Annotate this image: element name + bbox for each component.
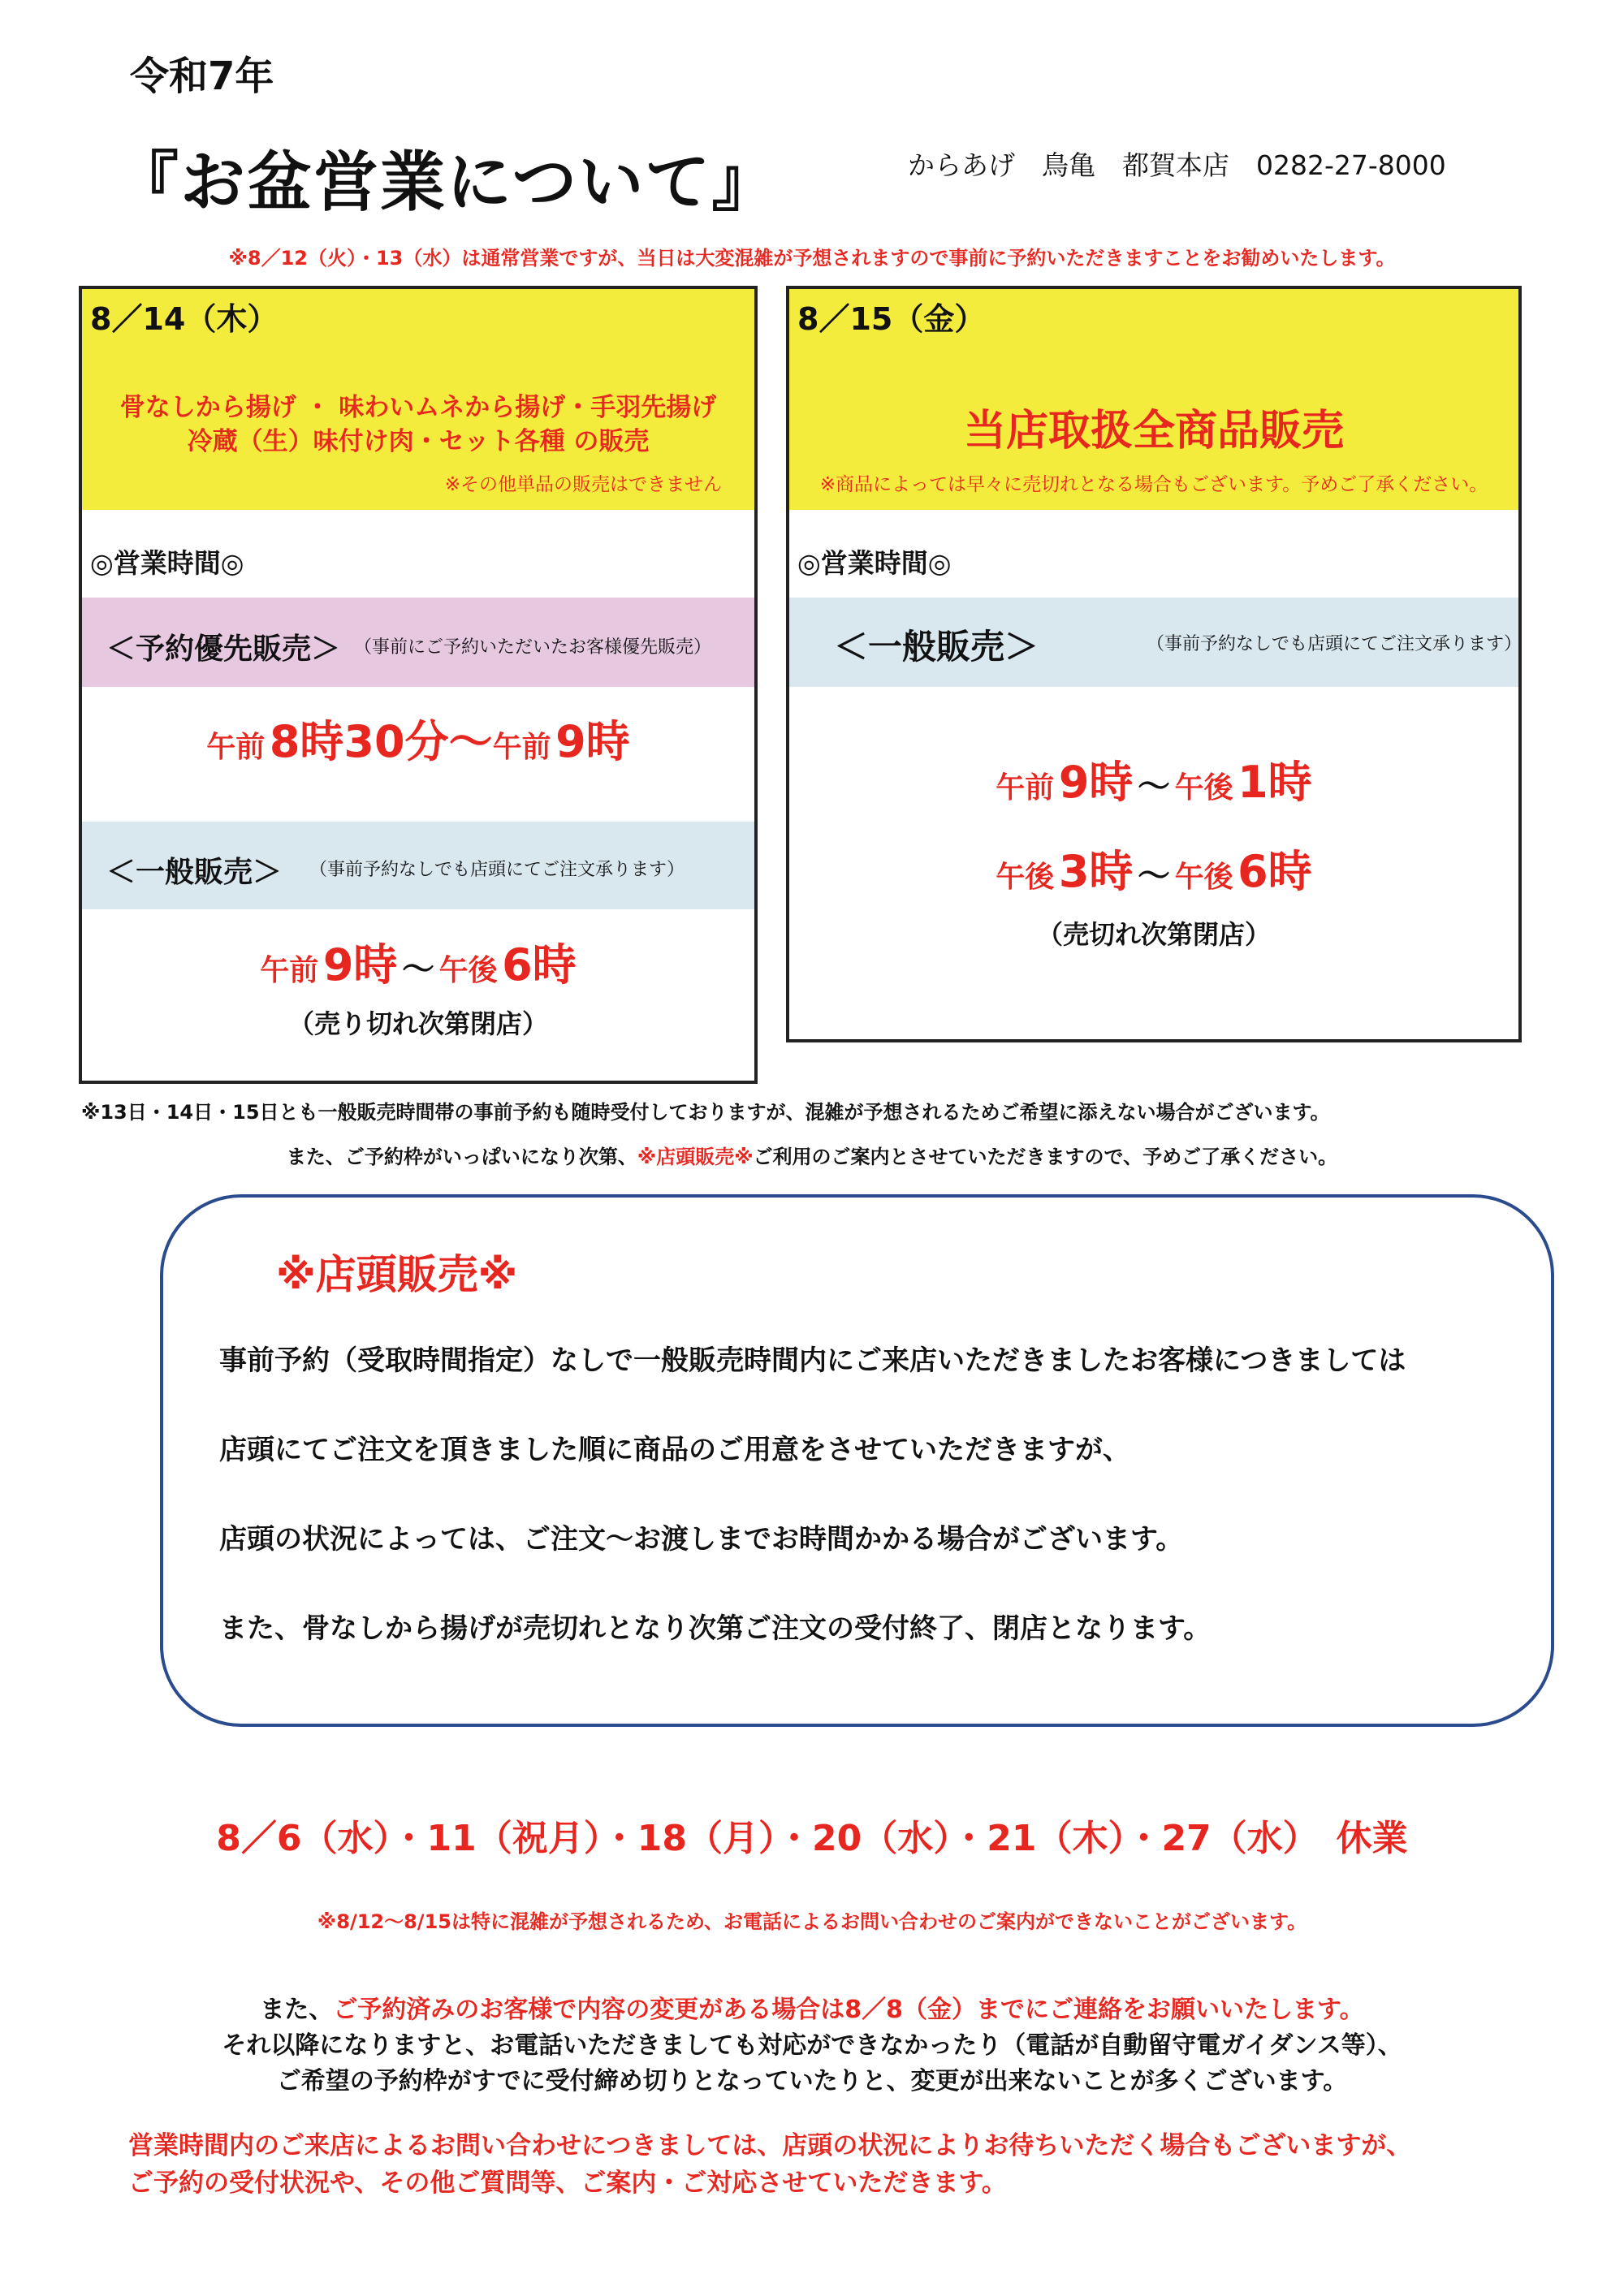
day14-general-time: 午前 9時 ～ 午後 6時 xyxy=(260,939,577,990)
day14-close-note: （売り切れ次第閉店） xyxy=(287,1008,548,1039)
day14-reserve-note: （事前にご予約いただいたお客様優先販売） xyxy=(354,637,712,658)
day14-panel xyxy=(79,286,758,1084)
change-notice-line2: それ以降になりますと、お電話いただきましても対応ができなかったり（電話が自動留守電ガイダンス等）、 xyxy=(222,2031,1402,2060)
day14-reserve-time: 午前 8時30分～午前 9時 xyxy=(206,716,630,767)
day15-headline: 当店取扱全商品販売 xyxy=(963,407,1344,455)
day14-general-note: （事前予約なしでも店頭にてご注文承ります） xyxy=(309,860,685,880)
day14-general-title: ＜一般販売＞ xyxy=(106,856,283,889)
counter-sales-para1: 事前予約（受取時間指定）なしで一般販売時間内にご来店いただきましたお客様につきましては xyxy=(219,1344,1406,1377)
day15-date: 8／15（金） xyxy=(797,301,986,337)
day15-hours-heading: ◎営業時間◎ xyxy=(797,547,952,579)
phone-note: ※8/12～8/15は特に混雑が予想されるため、お電話によるお問い合わせのご案内ができないことがございます。 xyxy=(317,1910,1307,1933)
day14-date: 8／14（木） xyxy=(90,301,279,337)
day15-time2: 午後 3時 ～ 午後 6時 xyxy=(996,846,1312,897)
day15-general-title: ＜一般販売＞ xyxy=(834,627,1039,667)
change-notice-line1: また、ご予約済みのお客様で内容の変更がある場合は8／8（金）までにご連絡をお願いいたします。 xyxy=(260,1996,1364,2024)
day14-products-line1: 骨なしから揚げ ・ 味わいムネから揚げ・手羽先揚げ xyxy=(119,393,717,422)
day14-products-line2: 冷蔵（生）味付け肉・セット各種 の販売 xyxy=(187,427,650,456)
final-notice-line1: 営業時間内のご来店によるお問い合わせにつきましては、店頭の状況によりお待ちいただく場合もございますが、 xyxy=(128,2131,1412,2160)
closed-days: 8／6（水）・11（祝月）・18（月）・20（水）・21（木）・27（水） 休業 xyxy=(216,1818,1408,1859)
counter-sales-para3: 店頭の状況によっては、ご注文～お渡しまでお時間かかる場合がございます。 xyxy=(219,1523,1184,1556)
era-label: 令和7年 xyxy=(130,54,274,99)
day14-reserve-title: ＜予約優先販売＞ xyxy=(106,632,341,666)
counter-sales-title: ※店頭販売※ xyxy=(276,1251,518,1298)
counter-sales-para4: また、骨なしから揚げが売切れとなり次第ご注文の受付終了、閉店となります。 xyxy=(219,1612,1212,1645)
day15-time1: 午前 9時 ～ 午後 1時 xyxy=(996,757,1312,808)
final-notice-line2: ご予約の受付状況や、その他ご質問等、ご案内・ご対応させていただきます。 xyxy=(128,2169,1007,2198)
day15-general-note: （事前予約なしでも店頭にてご注文承ります） xyxy=(1147,634,1522,654)
counter-sales-para2: 店頭にてご注文を頂きました順に商品のご用意をさせていただきますが、 xyxy=(219,1434,1130,1466)
advance-booking-note: ※13日・14日・15日とも一般販売時間帯の事前予約も随時受付しておりますが、混雑が予想されるためご希望に添えない場合がございます。 xyxy=(81,1101,1330,1124)
day15-panel xyxy=(786,286,1522,1042)
shop-info: からあげ 鳥亀 都賀本店 0282-27-8000 xyxy=(908,149,1446,181)
booking-full-note: また、ご予約枠がいっぱいになり次第、※店頭販売※ご利用のご案内とさせていただきますので、予めご了承ください。 xyxy=(286,1146,1338,1168)
change-notice-line3: ご希望の予約枠がすでに受付締め切りとなっていたりと、変更が出来ないことが多くございます。 xyxy=(276,2067,1348,2095)
day15-close-note: （売切れ次第閉店） xyxy=(1036,919,1271,950)
day15-headline-note: ※商品によっては早々に売切れとなる場合もございます。予めご了承ください。 xyxy=(819,474,1488,495)
top-notice: ※8／12（火）・13（水）は通常営業ですが、当日は大変混雑が予想されますので事前に予約いただきますことをお勧めいたします。 xyxy=(228,247,1396,270)
page-title: 『お盆営業について』 xyxy=(114,145,779,220)
day14-hours-heading: ◎営業時間◎ xyxy=(90,547,244,579)
day14-products-note: ※その他単品の販売はできません xyxy=(444,474,722,495)
